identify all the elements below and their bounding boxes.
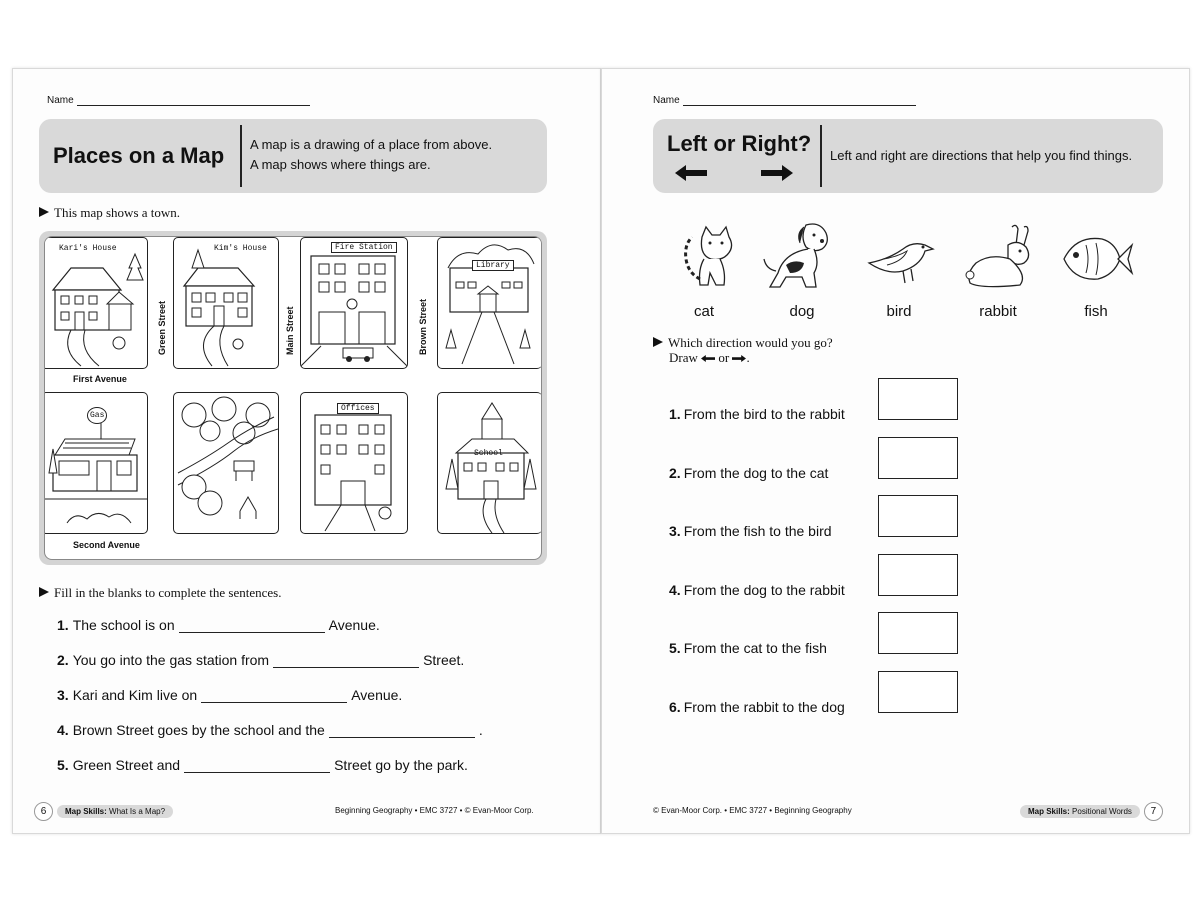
instruction-fill [39,585,281,600]
question-number: 5. [669,640,681,656]
title-divider [820,125,822,187]
answer-blank[interactable] [273,655,419,668]
question-text: From the fish to the bird [683,523,832,539]
school-icon [438,393,542,533]
instruction-map [39,205,180,220]
question-text-end: Street. [423,652,465,668]
question-text: Green Street and [72,757,181,773]
instruction-end: . [746,350,750,365]
kim-house-label: Kim's House [214,244,267,253]
library-tile [437,237,542,369]
park-trees-icon [174,393,278,533]
fish-illustration [1056,219,1136,299]
offices-sign: Offices [337,403,379,414]
library-sign: Library [472,260,514,271]
gas-station-tile [44,392,148,534]
name-label: Name [653,95,680,106]
right-credit [653,806,852,815]
question-text: Kari and Kim live on [72,687,198,703]
arrow-bullet-icon [39,207,49,217]
kari-house-label: Kari's House [59,244,117,253]
animal-label-dog: dog [789,303,815,320]
question-number: 1. [57,617,69,633]
answer-blank[interactable] [179,620,325,633]
question-text: Brown Street goes by the school and the [72,722,325,738]
rabbit-illustration [958,219,1038,299]
fire-station-icon [301,238,407,368]
left-arrow-icon [675,165,707,181]
second-avenue-label: Second Avenue [73,540,140,550]
house-icon [174,238,278,368]
question-text: From the dog to the rabbit [683,582,845,598]
section-label: Map Skills: [1028,807,1070,816]
school-sign: School [474,449,503,458]
instruction-direction [653,335,833,365]
question-number: 5. [57,757,69,773]
instruction-text: This map shows a town. [54,205,181,220]
bird-icon [859,219,939,299]
question-number: 6. [669,699,681,715]
first-avenue-label: First Avenue [73,374,127,384]
kari-house-tile [44,237,148,369]
description-line: A map shows where things are. [250,157,431,172]
rabbit-icon [958,219,1038,299]
page-number: 7 [1144,802,1163,821]
brown-street-label: Brown Street [418,298,428,355]
answer-box-1[interactable] [878,378,958,420]
answer-blank[interactable] [184,760,330,773]
question-5 [57,757,468,773]
name-field [653,95,916,106]
name-label: Name [47,95,74,106]
question-number: 3. [57,687,69,703]
office-building-icon [301,393,407,533]
arrow-bullet-icon [653,337,663,347]
answer-box-5[interactable] [878,612,958,654]
answer-box-3[interactable] [878,495,958,537]
left-footer [34,802,173,821]
dog-illustration [762,219,842,299]
fire-station-tile [300,237,408,369]
right-page [601,68,1190,834]
animal-label-bird: bird [886,303,912,320]
direction-question-2 [669,465,828,481]
direction-question-3 [669,523,832,539]
arrow-bullet-icon [39,587,49,597]
question-text-end: . [478,722,483,738]
question-3 [57,687,402,703]
credit-text: Beginning Geography • EMC 3727 • © Evan-Moor Corp. [335,806,534,815]
dog-icon [762,219,842,299]
name-line[interactable] [77,95,310,106]
house-icon [44,238,147,368]
question-text: From the cat to the fish [683,640,827,656]
question-number: 2. [57,652,69,668]
question-number: 2. [669,465,681,481]
direction-question-6 [669,699,845,715]
page-title: Left or Right? [667,131,812,156]
question-text: From the rabbit to the dog [683,699,845,715]
question-number: 3. [669,523,681,539]
question-2 [57,652,464,668]
answer-blank[interactable] [329,725,475,738]
gas-sign: Gas [87,407,107,424]
fish-icon [1056,219,1136,299]
direction-question-1 [669,406,845,422]
main-street-label: Main Street [285,306,295,355]
left-arrow-icon [701,354,715,363]
instruction-text: Fill in the blanks to complete the sentences. [54,585,282,600]
question-text: From the dog to the cat [683,465,829,481]
green-street-label: Green Street [157,300,167,355]
page-title: Places on a Map [53,143,225,168]
answer-blank[interactable] [201,690,347,703]
name-line[interactable] [683,95,916,106]
name-field [47,95,310,106]
right-footer [1020,802,1163,821]
right-arrow-icon [732,354,746,363]
offices-tile [300,392,408,534]
school-tile [437,392,542,534]
direction-question-5 [669,640,827,656]
cat-illustration [664,219,744,299]
question-1 [57,617,380,633]
answer-box-4[interactable] [878,554,958,596]
direction-question-4 [669,582,845,598]
question-text-end: Street go by the park. [334,757,468,773]
left-page [12,68,601,834]
fire-station-sign: Fire Station [331,242,397,253]
page-number: 6 [34,802,53,821]
instruction-draw: Draw [669,350,698,365]
section-name: What Is a Map? [109,807,166,816]
answer-box-2[interactable] [878,437,958,479]
section-name: Positional Words [1072,807,1132,816]
credit-text: © Evan-Moor Corp. • EMC 3727 • Beginning Geography [653,806,852,815]
animal-label-cat: cat [693,303,714,320]
left-credit [335,806,534,815]
animal-label-fish: fish [1084,303,1108,320]
question-text: The school is on [72,617,175,633]
question-number: 1. [669,406,681,422]
animal-label-rabbit: rabbit [979,303,1017,320]
question-text: From the bird to the rabbit [683,406,845,422]
town-map-inner [44,236,542,560]
question-text-end: Avenue. [328,617,380,633]
title-divider [240,125,242,187]
instruction-or: or [718,350,730,365]
question-text-end: Avenue. [351,687,403,703]
section-label: Map Skills: [65,807,107,816]
right-arrow-icon [761,165,793,181]
cat-icon [664,219,744,299]
description-line: A map is a drawing of a place from above. [250,137,493,152]
question-number: 4. [57,722,69,738]
kim-house-tile [173,237,279,369]
question-4 [57,722,483,738]
answer-box-6[interactable] [878,671,958,713]
bird-illustration [859,219,939,299]
park-tile [173,392,279,534]
question-text: You go into the gas station from [72,652,270,668]
town-map [39,231,547,565]
instruction-text: Which direction would you go? [668,335,833,350]
title-description: Left and right are directions that help you find things. [830,148,1133,163]
question-number: 4. [669,582,681,598]
title-description [250,135,492,175]
title-bar [653,119,1163,193]
library-icon [438,238,542,368]
section-pill [1020,805,1140,818]
title-bar [39,119,547,193]
section-pill [57,805,173,818]
